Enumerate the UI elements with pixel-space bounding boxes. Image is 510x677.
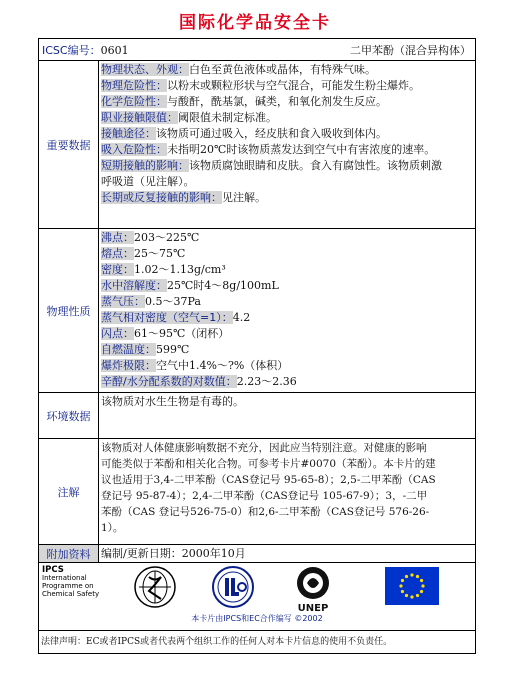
card-title: 国际化学品安全卡 (179, 13, 331, 33)
physical-line (101, 278, 472, 294)
physical-key: 水中溶解度： (101, 279, 167, 292)
physical-value: 599℃ (156, 343, 190, 356)
eu-star-icon (405, 575, 408, 578)
important-line (101, 158, 472, 174)
important-line (101, 94, 472, 110)
ipcs-block (42, 566, 99, 598)
ipcs-title: IPCS (42, 565, 64, 575)
physical-key: 辛醇/水分配系数的对数值： (101, 375, 237, 388)
important-value: 阈限值未制定标准。 (178, 111, 277, 124)
physical-value: 203～225℃ (134, 231, 200, 244)
eu-star-icon (401, 590, 404, 593)
important-key: 物理状态、外观： (101, 63, 189, 76)
notes-content (99, 439, 475, 536)
physical-line (101, 230, 472, 246)
important-value: 见注解。 (222, 191, 266, 204)
physical-line (101, 294, 472, 310)
physical-value: 0.5～37Pa (145, 295, 201, 308)
important-key: 长期或反复接触的影响： (101, 191, 222, 204)
unep-text: UNEP (297, 603, 329, 614)
important-key: 物理危险性： (101, 79, 167, 92)
eu-star-icon (421, 584, 424, 587)
ipcs-line: Chemical Safety (42, 590, 100, 598)
important-value: 该物质可通过吸入，经皮肤和食入吸收到体内。 (156, 127, 387, 140)
important-data-label: 重要数据 (39, 61, 99, 228)
important-line (101, 142, 472, 158)
physical-line (101, 374, 472, 390)
important-key: 职业接触限值： (101, 111, 178, 124)
physical-properties-section (39, 229, 475, 393)
notes-line: 可能类似于苯酚和相关化合物。可参考卡片#0070（苯酚）。本卡片的建 (101, 458, 436, 470)
important-key: 化学危险性： (101, 95, 167, 108)
physical-line (101, 246, 472, 262)
legal-row (39, 631, 475, 653)
physical-key: 爆炸极限： (101, 359, 156, 372)
important-line (101, 174, 472, 190)
physical-properties-content (99, 229, 475, 390)
important-line (101, 62, 472, 78)
additional-info-content (99, 545, 475, 562)
physical-value: 61～95℃（闭杯） (134, 327, 230, 340)
physical-key: 密度： (101, 263, 134, 276)
update-date: 编制/更新日期：2000年10月 (101, 547, 246, 560)
eu-star-icon (410, 595, 413, 598)
physical-value: 25～75℃ (134, 247, 186, 260)
physical-value: 1.02～1.13g/cm³ (134, 263, 226, 276)
important-line (101, 190, 472, 206)
physical-value: 空气中1.4%～?%（体积） (156, 359, 289, 372)
environment-content (99, 393, 475, 410)
notes-line: 苯酚（CAS 登记号526-75-0）和2,6-二甲苯酚（CAS登记号 576-26- (101, 506, 430, 518)
additional-info-section (39, 545, 475, 563)
physical-key: 自燃温度： (101, 343, 156, 356)
physical-key: 沸点： (101, 231, 134, 244)
eu-star-icon (420, 579, 423, 582)
important-value: 呼吸道（见注解）。 (101, 175, 195, 188)
important-value: 该物质腐蚀眼睛和皮肤。食入有腐蚀性。该物质刺激 (189, 159, 442, 172)
notes-line: 该物质对人体健康影响数据不充分，因此应当特别注意。对健康的影响 (101, 442, 427, 454)
eu-star-icon (405, 594, 408, 597)
important-line (101, 78, 472, 94)
important-value: 以粉末或颗粒形状与空气混合，可能发生粉尘爆炸。 (167, 79, 420, 92)
important-line (101, 110, 472, 126)
eu-star-icon (401, 579, 404, 582)
eu-star-icon (399, 584, 402, 587)
ipcs-line: Programme on (42, 582, 94, 590)
chemical-name: 二甲苯酚（混合异构体） (350, 43, 471, 57)
icsc-number (42, 42, 129, 58)
legal-notice: 法律声明：EC或者IPCS或者代表两个组织工作的任何人对本卡片信息的使用不负责任。 (41, 637, 393, 647)
notes-label: 注解 (39, 439, 99, 544)
physical-line (101, 310, 472, 326)
notes-line: 登记号 95-87-4）；2,4-二甲苯酚（CAS登记号 105-67-9）；3，-二甲 (101, 490, 428, 502)
who-logo-icon (133, 565, 177, 609)
eu-star-icon (410, 573, 413, 576)
physical-key: 闪点： (101, 327, 134, 340)
environment-section (39, 393, 475, 439)
important-key: 吸入危险性： (101, 143, 167, 156)
physical-value: 4.2 (232, 311, 251, 324)
eu-star-icon (416, 575, 419, 578)
important-data-content (99, 61, 475, 206)
ilo-logo-icon (211, 565, 255, 609)
important-key: 接触途径： (101, 127, 156, 140)
important-value: 白色至黄色液体或晶体，有特殊气味。 (189, 63, 376, 76)
unep-logo (289, 565, 337, 614)
unep-emblem-icon (295, 565, 331, 601)
physical-line (101, 342, 472, 358)
eu-star-icon (416, 594, 419, 597)
physical-line (101, 262, 472, 278)
physical-properties-label: 物理性质 (39, 229, 99, 392)
notes-line: 1）。 (101, 522, 124, 534)
important-value: 未指明20℃时该物质蒸发达到空气中有害浓度的速率。 (167, 143, 436, 156)
footer-logos (39, 563, 475, 631)
icsc-number-value: 0601 (100, 43, 129, 57)
physical-value: 25℃时4～8g/100mL (167, 279, 279, 292)
footer-credit: 本卡片由IPCS和EC合作编写 ©2002 (191, 614, 323, 623)
physical-key: 蒸气压： (101, 295, 145, 308)
physical-key: 蒸气相对密度（空气=1）： (101, 311, 233, 324)
icsc-header-row (39, 39, 475, 61)
physical-line (101, 326, 472, 342)
icsc-label: ICSC编号： (42, 43, 101, 57)
important-data-section (39, 61, 475, 229)
notes-section (39, 439, 475, 545)
notes-line: 议也适用于3,4-二甲苯酚（CAS登记号 95-65-8）；2,5-二甲苯酚（CAS (101, 474, 436, 486)
additional-info-label: 附加资料 (39, 545, 99, 562)
important-line (101, 126, 472, 142)
eu-star-icon (420, 590, 423, 593)
important-key: 短期接触的影响： (101, 159, 189, 172)
physical-key: 熔点： (101, 247, 134, 260)
physical-line (101, 358, 472, 374)
ipcs-line: International (42, 574, 87, 582)
physical-value: 2.23～2.36 (236, 375, 297, 388)
environment-label: 环境数据 (39, 393, 99, 438)
chemical-safety-card (38, 38, 476, 654)
environment-text: 该物质对水生生物是有毒的。 (101, 395, 244, 408)
eu-flag-icon (385, 567, 439, 605)
important-value: 与酸酐，酰基氯，碱类，和氧化剂发生反应。 (167, 95, 387, 108)
